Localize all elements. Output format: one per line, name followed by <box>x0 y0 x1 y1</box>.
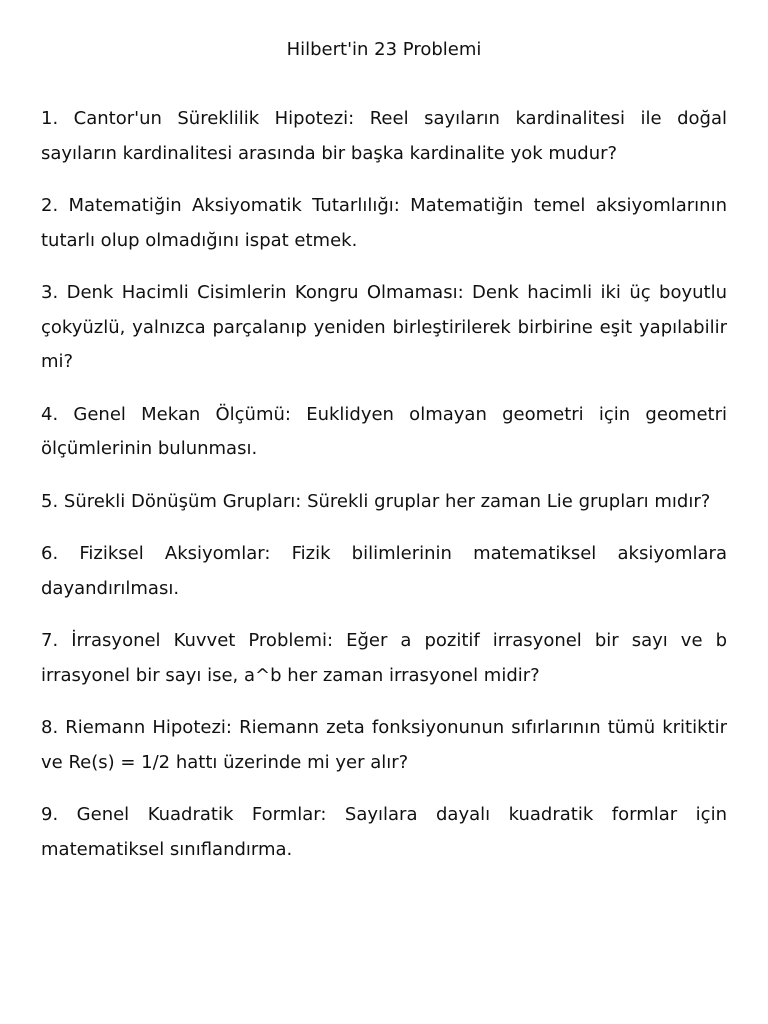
problem-item-1: 1. Cantor'un Süreklilik Hipotezi: Reel sayıların kardinalitesi ile doğal sayıların kardinalitesi arasında bir başka kardinalite yok mudur? <box>41 108 727 164</box>
problem-item-3: 3. Denk Hacimli Cisimlerin Kongru Olmaması: Denk hacimli iki üç boyutlu çokyüzlü, yalnızca parçalanıp yeniden birleştirilerek birbirine eşit yapılabilir mi? <box>41 282 727 372</box>
problem-item-2: 2. Matematiğin Aksiyomatik Tutarlılığı: Matematiğin temel aksiyomlarının tutarlı olup olmadığını ispat etmek. <box>41 195 727 251</box>
problem-item-5: 5. Sürekli Dönüşüm Grupları: Sürekli gruplar her zaman Lie grupları mıdır? <box>41 490 711 512</box>
problem-item-7: 7. İrrasyonel Kuvvet Problemi: Eğer a pozitif irrasyonel bir sayı ve b irrasyonel bir sayı ise, a^b her zaman irrasyonel midir? <box>41 630 727 686</box>
problem-item-6: 6. Fiziksel Aksiyomlar: Fizik bilimlerinin matematiksel aksiyomlara dayandırılması. <box>41 543 727 599</box>
problem-item-9: 9. Genel Kuadratik Formlar: Sayılara dayalı kuadratik formlar için matematiksel sınıflandırma. <box>41 804 727 860</box>
problem-list <box>41 102 727 885</box>
problem-item-4: 4. Genel Mekan Ölçümü: Euklidyen olmayan geometri için geometri ölçümlerinin bulunması. <box>41 403 727 459</box>
page-title: Hilbert'in 23 Problemi <box>286 39 482 60</box>
problem-item-8: 8. Riemann Hipotezi: Riemann zeta fonksiyonunun sıfırlarının tümü kritiktir ve Re(s) = 1/2 hattı üzerinde mi yer alır? <box>41 717 727 773</box>
